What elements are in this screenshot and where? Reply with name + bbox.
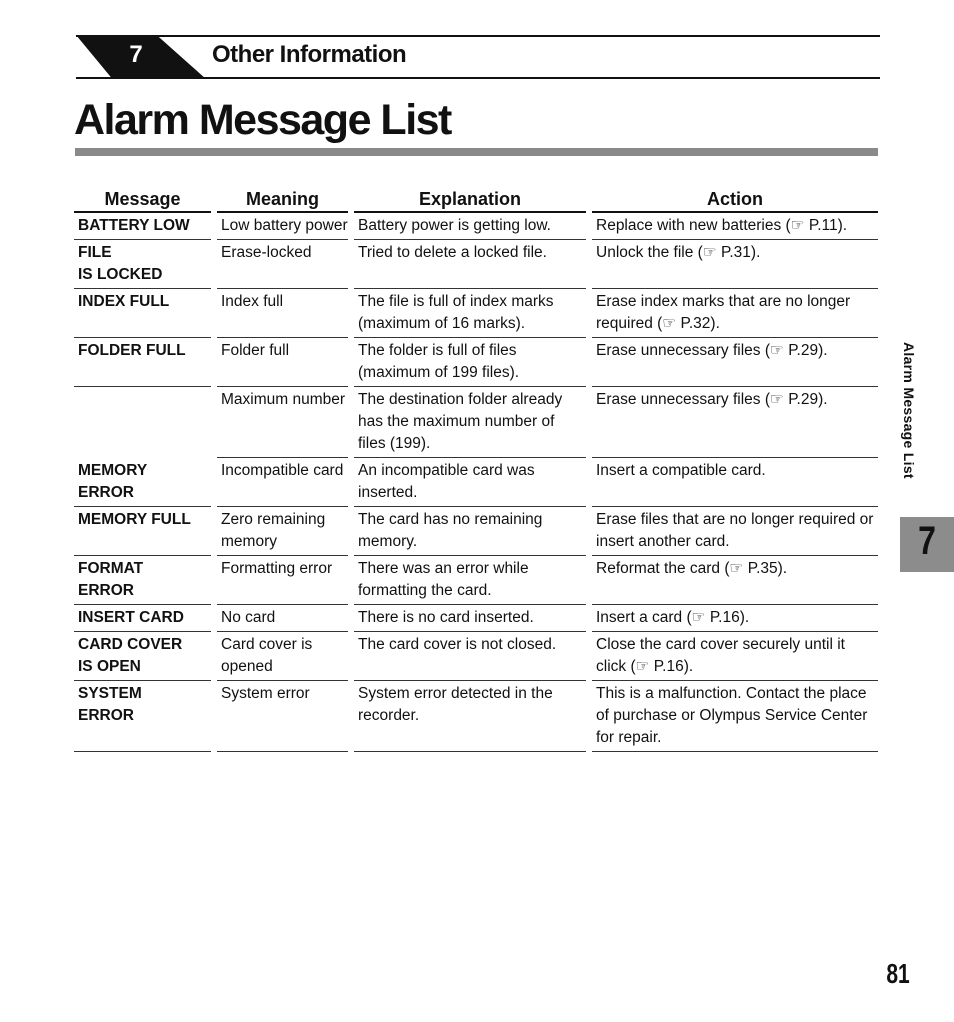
cell-meaning: No card xyxy=(217,605,348,632)
side-chapter-number: 7 xyxy=(918,519,936,563)
cell-action: Insert a compatible card. xyxy=(592,458,878,507)
cell-action: Erase unnecessary files (☞ P.29). xyxy=(592,338,878,387)
page-number: 81 xyxy=(886,958,910,989)
cell-action: Close the card cover securely until it click (☞ P.16). xyxy=(592,632,878,681)
table-row xyxy=(74,338,878,387)
cell-action: Erase index marks that are no longer required (☞ P.32). xyxy=(592,289,878,338)
cell-meaning: Formatting error xyxy=(217,556,348,605)
cell-explanation: Battery power is getting low. xyxy=(354,213,586,240)
cell-explanation: An incompatible card was inserted. xyxy=(354,458,586,507)
cell-message: FOLDER FULL xyxy=(74,338,211,387)
cell-meaning: Erase-locked xyxy=(217,240,348,289)
cell-message: MEMORY FULL xyxy=(74,507,211,556)
cell-message xyxy=(74,387,211,458)
cell-explanation: There was an error while formatting the card. xyxy=(354,556,586,605)
cell-explanation: System error detected in the recorder. xyxy=(354,681,586,752)
table-row xyxy=(74,681,878,752)
chapter-title: Other Information xyxy=(212,41,407,68)
cell-explanation: The file is full of index marks (maximum of 16 marks). xyxy=(354,289,586,338)
side-section-label: Alarm Message List xyxy=(901,342,917,479)
table-row xyxy=(74,387,878,458)
cell-message: SYSTEM ERROR xyxy=(74,681,211,752)
cell-action: Erase unnecessary files (☞ P.29). xyxy=(592,387,878,458)
title-rule xyxy=(75,148,878,156)
table-row xyxy=(74,213,878,240)
column-header-explanation: Explanation xyxy=(354,186,586,213)
table-row xyxy=(74,605,878,632)
alarm-message-table xyxy=(68,186,884,752)
cell-meaning: Incompatible card xyxy=(217,458,348,507)
cell-meaning: System error xyxy=(217,681,348,752)
cell-action: Replace with new batteries (☞ P.11). xyxy=(592,213,878,240)
table-row xyxy=(74,556,878,605)
cell-message: BATTERY LOW xyxy=(74,213,211,240)
table-row xyxy=(74,507,878,556)
column-header-message: Message xyxy=(74,186,211,213)
table-row xyxy=(74,240,878,289)
table-header-row xyxy=(74,186,878,213)
cell-meaning: Index full xyxy=(217,289,348,338)
cell-meaning: Zero remaining memory xyxy=(217,507,348,556)
table-row xyxy=(74,458,878,507)
table-body xyxy=(74,213,878,752)
cell-message: CARD COVER IS OPEN xyxy=(74,632,211,681)
cell-action: Unlock the file (☞ P.31). xyxy=(592,240,878,289)
cell-action: Insert a card (☞ P.16). xyxy=(592,605,878,632)
cell-message: MEMORY ERROR xyxy=(74,458,211,507)
cell-explanation: The destination folder already has the maximum number of files (199). xyxy=(354,387,586,458)
chapter-number: 7 xyxy=(129,41,143,68)
page-title: Alarm Message List xyxy=(74,96,451,144)
cell-meaning: Folder full xyxy=(217,338,348,387)
table-row xyxy=(74,289,878,338)
cell-explanation: The card cover is not closed. xyxy=(354,632,586,681)
cell-explanation: The card has no remaining memory. xyxy=(354,507,586,556)
column-header-action: Action xyxy=(592,186,878,213)
cell-message: FORMAT ERROR xyxy=(74,556,211,605)
cell-meaning: Maximum number xyxy=(217,387,348,458)
cell-explanation: The folder is full of files (maximum of 199 files). xyxy=(354,338,586,387)
cell-action: Erase files that are no longer required or insert another card. xyxy=(592,507,878,556)
cell-explanation: There is no card inserted. xyxy=(354,605,586,632)
cell-meaning: Low battery power xyxy=(217,213,348,240)
cell-message: FILE IS LOCKED xyxy=(74,240,211,289)
cell-message: INDEX FULL xyxy=(74,289,211,338)
cell-action: Reformat the card (☞ P.35). xyxy=(592,556,878,605)
cell-meaning: Card cover is opened xyxy=(217,632,348,681)
column-header-meaning: Meaning xyxy=(217,186,348,213)
table-row xyxy=(74,632,878,681)
cell-message: INSERT CARD xyxy=(74,605,211,632)
cell-action: This is a malfunction. Contact the place of purchase or Olympus Service Center for repair. xyxy=(592,681,878,752)
cell-explanation: Tried to delete a locked file. xyxy=(354,240,586,289)
